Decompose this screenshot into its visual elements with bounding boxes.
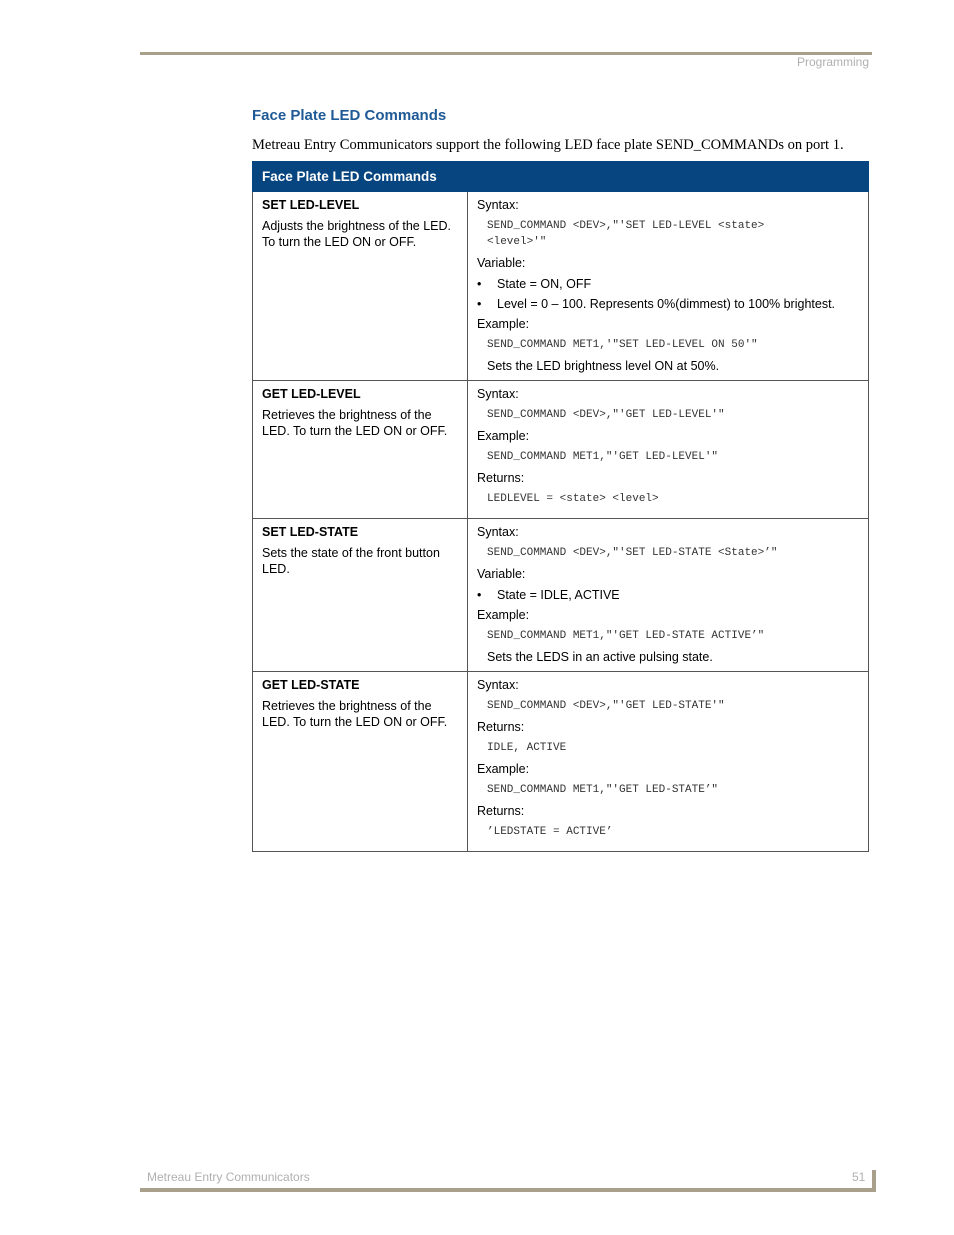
- command-name: SET LED-LEVEL: [262, 198, 360, 212]
- returns-label: Returns:: [477, 720, 525, 734]
- footer-product-name: Metreau Entry Communicators: [147, 1170, 310, 1184]
- example-code: SEND_COMMAND MET1,"'GET LED-STATE’": [487, 784, 719, 796]
- syntax-code: SEND_COMMAND <DEV>,"'GET LED-STATE'": [487, 700, 725, 712]
- details-cell: [468, 672, 869, 852]
- command-name: SET LED-STATE: [262, 525, 359, 539]
- section-title: Face Plate LED Commands: [252, 107, 447, 124]
- command-cell: [253, 672, 468, 852]
- returns-label: Returns:: [477, 804, 525, 818]
- syntax-code: SEND_COMMAND <DEV>,"'SET LED-STATE <State>’": [487, 547, 778, 559]
- table-header-row: [253, 162, 869, 192]
- example-note: Sets the LED brightness level ON at 50%.: [487, 359, 720, 373]
- syntax-code: SEND_COMMAND <DEV>,"'SET LED-LEVEL <state> <level>'": [487, 220, 765, 248]
- example-label: Example:: [477, 762, 530, 776]
- details-cell: [468, 192, 869, 381]
- command-name: GET LED-STATE: [262, 678, 360, 692]
- example-code: SEND_COMMAND MET1,'"SET LED-LEVEL ON 50'": [487, 339, 758, 351]
- syntax-code: SEND_COMMAND <DEV>,"'GET LED-LEVEL'": [487, 409, 725, 421]
- variable-label: Variable:: [477, 567, 526, 581]
- table-row: [253, 672, 869, 852]
- intro-paragraph: Metreau Entry Communicators support the following LED face plate SEND_COMMANDs on port 1.: [252, 137, 844, 153]
- returns-code: IDLE, ACTIVE: [487, 742, 567, 754]
- variable-item: • State = ON, OFF: [477, 276, 859, 292]
- example-code: SEND_COMMAND MET1,"'GET LED-LEVEL'": [487, 451, 719, 463]
- syntax-label: Syntax:: [477, 387, 519, 401]
- example-code: SEND_COMMAND MET1,"'GET LED-STATE ACTIVE’": [487, 630, 765, 642]
- command-description: Adjusts the brightness of the LED. To turn the LED ON or OFF.: [262, 219, 451, 249]
- header-section-label: Programming: [796, 55, 869, 69]
- footer-page-number: 51: [852, 1170, 866, 1184]
- command-description: Sets the state of the front button LED.: [262, 546, 440, 576]
- header-rule: [140, 52, 872, 55]
- details-cell: [468, 381, 869, 519]
- command-description: Retrieves the brightness of the LED. To turn the LED ON or OFF.: [262, 408, 448, 438]
- syntax-label: Syntax:: [477, 198, 519, 212]
- command-cell: [253, 381, 468, 519]
- example-label: Example:: [477, 429, 530, 443]
- returns-label: Returns:: [477, 471, 525, 485]
- variable-label: Variable:: [477, 256, 526, 270]
- syntax-label: Syntax:: [477, 678, 519, 692]
- command-description: Retrieves the brightness of the LED. To turn the LED ON or OFF.: [262, 699, 448, 729]
- returns-code: LEDLEVEL = <state> <level>: [487, 493, 659, 505]
- returns-code: ’LEDSTATE = ACTIVE’: [487, 826, 613, 838]
- syntax-label: Syntax:: [477, 525, 519, 539]
- variable-item: • State = IDLE, ACTIVE: [477, 587, 859, 603]
- table-row: [253, 519, 869, 672]
- details-cell: [468, 519, 869, 672]
- variable-item: • Level = 0 – 100. Represents 0%(dimmest) to 100% brightest.: [477, 296, 859, 312]
- table-header: Face Plate LED Commands: [253, 162, 869, 192]
- table-row: [253, 381, 869, 519]
- example-note: Sets the LEDS in an active pulsing state.: [487, 650, 713, 664]
- command-cell: [253, 519, 468, 672]
- example-label: Example:: [477, 608, 530, 622]
- example-label: Example:: [477, 317, 530, 331]
- table-row: [253, 192, 869, 381]
- led-commands-table: [252, 161, 869, 852]
- command-name: GET LED-LEVEL: [262, 387, 361, 401]
- command-cell: [253, 192, 468, 381]
- footer-rule: [140, 1188, 875, 1192]
